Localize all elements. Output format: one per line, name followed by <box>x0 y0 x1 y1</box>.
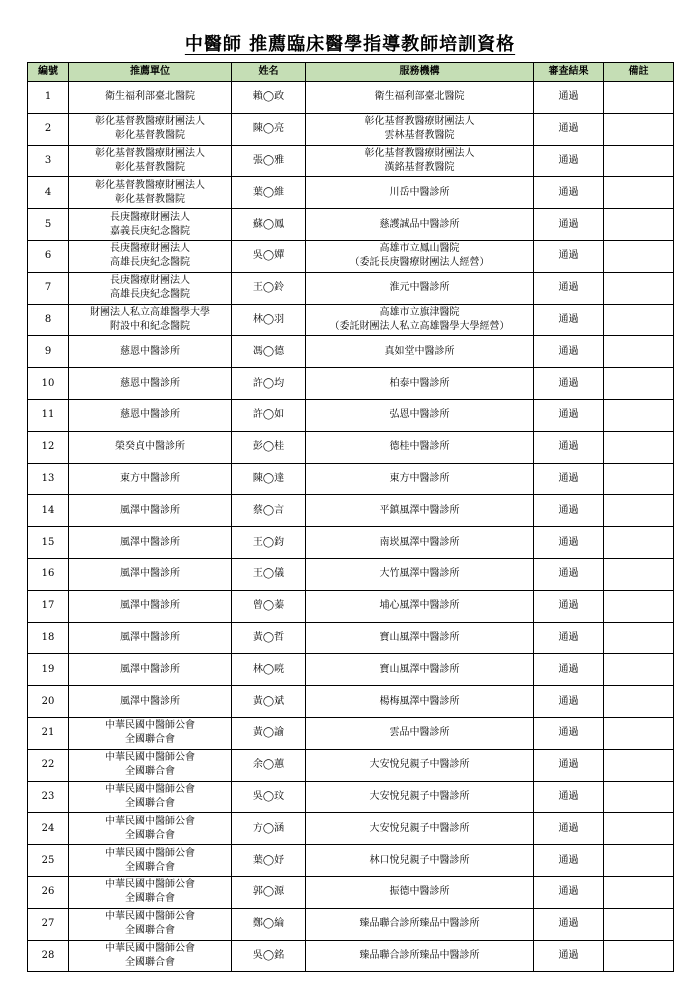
cell-org <box>306 717 534 749</box>
cell-org <box>306 686 534 718</box>
cell-unit <box>69 431 232 463</box>
table-row <box>28 749 674 781</box>
cell-note <box>604 304 674 336</box>
unit-line: 慈恩中醫診所 <box>120 409 180 421</box>
org-line: 東方中醫診所 <box>389 472 450 484</box>
table-body <box>28 82 674 972</box>
cell-unit <box>69 495 232 527</box>
cell-unit <box>69 813 232 845</box>
cell-name: 吳◯銘 <box>232 940 306 972</box>
cell-unit <box>69 781 232 813</box>
cell-name: 賴◯政 <box>232 82 306 114</box>
unit-line: 中華民國中醫師公會 <box>105 847 195 859</box>
cell-name: 曾◯蓁 <box>232 590 306 622</box>
cell-unit <box>69 654 232 686</box>
cell-name: 陳◯亮 <box>232 113 306 145</box>
cell-note <box>604 781 674 813</box>
cell-org <box>306 749 534 781</box>
cell-no: 19 <box>28 654 69 686</box>
cell-unit <box>69 622 232 654</box>
table-row <box>28 717 674 749</box>
cell-name: 許◯如 <box>232 399 306 431</box>
cell-org <box>306 622 534 654</box>
cell-note <box>604 686 674 718</box>
cell-result: 通過 <box>534 908 604 940</box>
table-header <box>28 63 674 82</box>
unit-line: 全國聯合會 <box>125 893 175 905</box>
cell-no: 10 <box>28 368 69 400</box>
unit-line: 中華民國中醫師公會 <box>105 942 195 954</box>
cell-unit <box>69 749 232 781</box>
cell-no: 26 <box>28 876 69 908</box>
unit-line: 風澤中醫診所 <box>120 663 180 675</box>
unit-line: 風澤中醫診所 <box>120 695 180 707</box>
cell-name: 許◯均 <box>232 368 306 400</box>
cell-org <box>306 272 534 304</box>
cell-unit <box>69 399 232 431</box>
cell-name: 蘇◯鳳 <box>232 209 306 241</box>
table-row <box>28 431 674 463</box>
cell-note <box>604 654 674 686</box>
table-row <box>28 209 674 241</box>
org-line: 林口悅兒親子中醫診所 <box>369 854 470 866</box>
table-row <box>28 558 674 590</box>
cell-no: 21 <box>28 717 69 749</box>
cell-no: 12 <box>28 431 69 463</box>
table-row <box>28 527 674 559</box>
unit-line: 全國聯合會 <box>125 797 175 809</box>
unit-line: 全國聯合會 <box>125 861 175 873</box>
cell-no: 18 <box>28 622 69 654</box>
header-org: 服務機構 <box>306 63 534 82</box>
cell-result: 通過 <box>534 558 604 590</box>
unit-line: 彰化基督教醫院 <box>115 193 185 205</box>
cell-note <box>604 463 674 495</box>
table-row <box>28 145 674 177</box>
org-line: 寶山風澤中醫診所 <box>379 663 460 675</box>
org-line: 臻品聯合診所臻品中醫診所 <box>359 949 480 961</box>
unit-line: 嘉義長庚紀念醫院 <box>110 225 190 237</box>
cell-note <box>604 82 674 114</box>
unit-line: 全國聯合會 <box>125 829 175 841</box>
table-row <box>28 686 674 718</box>
cell-name: 林◯喨 <box>232 654 306 686</box>
cell-result: 通過 <box>534 717 604 749</box>
cell-name: 陳◯達 <box>232 463 306 495</box>
org-line: 雲林基督教醫院 <box>384 130 455 142</box>
cell-org <box>306 82 534 114</box>
unit-line: 中華民國中醫師公會 <box>105 752 195 764</box>
cell-unit <box>69 113 232 145</box>
unit-line: 風澤中醫診所 <box>120 504 180 516</box>
cell-unit <box>69 686 232 718</box>
org-line: 楊梅風澤中醫診所 <box>379 695 460 707</box>
cell-org <box>306 558 534 590</box>
cell-unit <box>69 717 232 749</box>
cell-org <box>306 304 534 336</box>
cell-result: 通過 <box>534 686 604 718</box>
org-line: 淮元中醫診所 <box>389 282 450 294</box>
unit-line: 全國聯合會 <box>125 925 175 937</box>
cell-name: 王◯鈞 <box>232 527 306 559</box>
cell-org <box>306 495 534 527</box>
cell-result: 通過 <box>534 272 604 304</box>
cell-org <box>306 177 534 209</box>
org-line: 彰化基督教醫療財團法人 <box>364 147 475 159</box>
cell-note <box>604 431 674 463</box>
org-line: 漢銘基督教醫院 <box>384 161 455 173</box>
cell-name: 黃◯哲 <box>232 622 306 654</box>
cell-unit <box>69 209 232 241</box>
org-line: 南崁風澤中醫診所 <box>379 536 460 548</box>
cell-org <box>306 431 534 463</box>
table-row <box>28 622 674 654</box>
unit-line: 彰化基督教醫療財團法人 <box>95 147 205 159</box>
header-unit: 推薦單位 <box>69 63 232 82</box>
cell-unit <box>69 240 232 272</box>
cell-no: 2 <box>28 113 69 145</box>
cell-org <box>306 527 534 559</box>
org-line: 彰化基督教醫療財團法人 <box>364 116 475 128</box>
header-row <box>28 63 674 82</box>
cell-result: 通過 <box>534 209 604 241</box>
cell-result: 通過 <box>534 431 604 463</box>
cell-no: 20 <box>28 686 69 718</box>
org-line: 高雄市立旗津醫院 <box>379 306 460 318</box>
cell-org <box>306 781 534 813</box>
cell-org <box>306 145 534 177</box>
cell-name: 王◯鈴 <box>232 272 306 304</box>
unit-line: 中華民國中醫師公會 <box>105 720 195 732</box>
cell-result: 通過 <box>534 845 604 877</box>
table-row <box>28 781 674 813</box>
cell-no: 27 <box>28 908 69 940</box>
cell-unit <box>69 272 232 304</box>
table-row <box>28 113 674 145</box>
cell-org <box>306 209 534 241</box>
unit-line: 財團法人私立高雄醫學大學 <box>90 306 210 318</box>
cell-no: 3 <box>28 145 69 177</box>
cell-note <box>604 209 674 241</box>
cell-unit <box>69 940 232 972</box>
table-row <box>28 272 674 304</box>
table-row <box>28 813 674 845</box>
unit-line: 全國聯合會 <box>125 766 175 778</box>
cell-unit <box>69 82 232 114</box>
table-row <box>28 654 674 686</box>
cell-result: 通過 <box>534 940 604 972</box>
cell-note <box>604 908 674 940</box>
cell-result: 通過 <box>534 336 604 368</box>
cell-note <box>604 495 674 527</box>
cell-unit <box>69 145 232 177</box>
unit-line: 慈恩中醫診所 <box>120 345 180 357</box>
cell-no: 13 <box>28 463 69 495</box>
unit-line: 彰化基督教醫療財團法人 <box>95 116 205 128</box>
cell-name: 鄭◯綸 <box>232 908 306 940</box>
header-note: 備註 <box>604 63 674 82</box>
cell-unit <box>69 527 232 559</box>
org-line: 大安悅兒親子中醫診所 <box>369 790 470 802</box>
cell-result: 通過 <box>534 177 604 209</box>
org-line: 衛生福利部臺北醫院 <box>374 91 465 103</box>
cell-unit <box>69 590 232 622</box>
unit-line: 風澤中醫診所 <box>120 600 180 612</box>
unit-line: 長庚醫療財團法人 <box>110 243 190 255</box>
unit-line: 風澤中醫診所 <box>120 568 180 580</box>
cell-name: 馮◯德 <box>232 336 306 368</box>
cell-unit <box>69 908 232 940</box>
cell-no: 6 <box>28 240 69 272</box>
cell-org <box>306 113 534 145</box>
cell-result: 通過 <box>534 876 604 908</box>
cell-org <box>306 908 534 940</box>
cell-name: 吳◯嬋 <box>232 240 306 272</box>
cell-no: 7 <box>28 272 69 304</box>
cell-note <box>604 145 674 177</box>
table-row <box>28 463 674 495</box>
cell-no: 15 <box>28 527 69 559</box>
table-row <box>28 399 674 431</box>
table-row <box>28 82 674 114</box>
cell-name: 方◯涵 <box>232 813 306 845</box>
cell-note <box>604 558 674 590</box>
cell-name: 吳◯玟 <box>232 781 306 813</box>
cell-note <box>604 622 674 654</box>
cell-name: 余◯蕙 <box>232 749 306 781</box>
org-line: 慈護誠品中醫診所 <box>379 218 460 230</box>
org-line: 大竹風澤中醫診所 <box>379 568 460 580</box>
cell-org <box>306 368 534 400</box>
unit-line: 中華民國中醫師公會 <box>105 783 195 795</box>
unit-line: 彰化基督教醫院 <box>115 130 185 142</box>
org-line: 振德中醫診所 <box>389 886 450 898</box>
unit-line: 風澤中醫診所 <box>120 631 180 643</box>
unit-line: 全國聯合會 <box>125 956 175 968</box>
cell-no: 17 <box>28 590 69 622</box>
table-row <box>28 304 674 336</box>
table-row <box>28 336 674 368</box>
unit-line: 彰化基督教醫療財團法人 <box>95 179 205 191</box>
unit-line: 衛生福利部臺北醫院 <box>105 91 195 103</box>
cell-org <box>306 813 534 845</box>
cell-result: 通過 <box>534 590 604 622</box>
cell-note <box>604 940 674 972</box>
cell-result: 通過 <box>534 781 604 813</box>
cell-no: 1 <box>28 82 69 114</box>
table-row <box>28 368 674 400</box>
cell-result: 通過 <box>534 145 604 177</box>
org-line: 寶山風澤中醫診所 <box>379 631 460 643</box>
cell-name: 王◯儀 <box>232 558 306 590</box>
cell-note <box>604 876 674 908</box>
org-line: 德桂中醫診所 <box>389 441 450 453</box>
cell-org <box>306 876 534 908</box>
table-row <box>28 177 674 209</box>
cell-unit <box>69 304 232 336</box>
org-line: 高雄市立鳳山醫院 <box>379 243 460 255</box>
table-row <box>28 940 674 972</box>
cell-note <box>604 590 674 622</box>
cell-result: 通過 <box>534 495 604 527</box>
cell-note <box>604 813 674 845</box>
cell-org <box>306 463 534 495</box>
cell-no: 23 <box>28 781 69 813</box>
unit-line: 長庚醫療財團法人 <box>110 275 190 287</box>
cell-name: 蔡◯言 <box>232 495 306 527</box>
cell-result: 通過 <box>534 749 604 781</box>
cell-name: 葉◯維 <box>232 177 306 209</box>
roster-table <box>27 62 674 972</box>
cell-org <box>306 336 534 368</box>
cell-no: 5 <box>28 209 69 241</box>
cell-name: 葉◯妤 <box>232 845 306 877</box>
cell-result: 通過 <box>534 399 604 431</box>
unit-line: 風澤中醫診所 <box>120 536 180 548</box>
unit-line: 中華民國中醫師公會 <box>105 911 195 923</box>
org-line: 弘恩中醫診所 <box>389 409 450 421</box>
cell-no: 9 <box>28 336 69 368</box>
org-line: 大安悅兒親子中醫診所 <box>369 822 470 834</box>
cell-result: 通過 <box>534 622 604 654</box>
cell-result: 通過 <box>534 240 604 272</box>
cell-note <box>604 113 674 145</box>
cell-name: 黃◯斌 <box>232 686 306 718</box>
cell-note <box>604 177 674 209</box>
unit-line: 全國聯合會 <box>125 734 175 746</box>
org-line: 大安悅兒親子中醫診所 <box>369 759 470 771</box>
cell-note <box>604 399 674 431</box>
org-line: 柏泰中醫診所 <box>389 377 450 389</box>
unit-line: 高雄長庚紀念醫院 <box>110 257 190 269</box>
table-row <box>28 495 674 527</box>
cell-org <box>306 399 534 431</box>
cell-result: 通過 <box>534 527 604 559</box>
cell-org <box>306 590 534 622</box>
unit-line: 附設中和紀念醫院 <box>110 320 190 332</box>
cell-result: 通過 <box>534 368 604 400</box>
cell-no: 24 <box>28 813 69 845</box>
cell-note <box>604 272 674 304</box>
table-row <box>28 590 674 622</box>
org-line: （委託財團法人私立高雄醫學大學經營） <box>329 320 510 332</box>
cell-note <box>604 717 674 749</box>
cell-name: 郭◯源 <box>232 876 306 908</box>
cell-unit <box>69 368 232 400</box>
cell-result: 通過 <box>534 113 604 145</box>
unit-line: 長庚醫療財團法人 <box>110 211 190 223</box>
cell-no: 22 <box>28 749 69 781</box>
cell-unit <box>69 177 232 209</box>
org-line: 埔心風澤中醫診所 <box>379 600 460 612</box>
cell-unit <box>69 336 232 368</box>
cell-result: 通過 <box>534 463 604 495</box>
cell-unit <box>69 463 232 495</box>
unit-line: 高雄長庚紀念醫院 <box>110 289 190 301</box>
cell-name: 張◯雅 <box>232 145 306 177</box>
header-name: 姓名 <box>232 63 306 82</box>
org-line: 川岳中醫診所 <box>389 186 450 198</box>
cell-no: 16 <box>28 558 69 590</box>
cell-result: 通過 <box>534 813 604 845</box>
cell-name: 黃◯諭 <box>232 717 306 749</box>
unit-line: 中華民國中醫師公會 <box>105 815 195 827</box>
cell-no: 14 <box>28 495 69 527</box>
cell-unit <box>69 876 232 908</box>
cell-no: 25 <box>28 845 69 877</box>
cell-org <box>306 240 534 272</box>
org-line: 雲品中醫診所 <box>389 727 450 739</box>
cell-org <box>306 845 534 877</box>
cell-no: 28 <box>28 940 69 972</box>
org-line: 真如堂中醫診所 <box>384 345 455 357</box>
unit-line: 彰化基督教醫院 <box>115 161 185 173</box>
cell-result: 通過 <box>534 304 604 336</box>
cell-unit <box>69 558 232 590</box>
cell-name: 林◯羽 <box>232 304 306 336</box>
cell-name: 彭◯桂 <box>232 431 306 463</box>
cell-no: 11 <box>28 399 69 431</box>
header-no: 編號 <box>28 63 69 82</box>
cell-no: 4 <box>28 177 69 209</box>
cell-note <box>604 368 674 400</box>
unit-line: 榮癸貞中醫診所 <box>115 441 185 453</box>
cell-result: 通過 <box>534 82 604 114</box>
cell-note <box>604 240 674 272</box>
cell-note <box>604 336 674 368</box>
table-row <box>28 876 674 908</box>
page-title <box>0 30 700 56</box>
cell-note <box>604 845 674 877</box>
table-row <box>28 908 674 940</box>
unit-line: 慈恩中醫診所 <box>120 377 180 389</box>
cell-note <box>604 749 674 781</box>
org-line: （委託長庚醫療財團法人經營） <box>349 257 490 269</box>
cell-org <box>306 940 534 972</box>
cell-org <box>306 654 534 686</box>
header-result: 審查結果 <box>534 63 604 82</box>
cell-unit <box>69 845 232 877</box>
cell-result: 通過 <box>534 654 604 686</box>
unit-line: 中華民國中醫師公會 <box>105 879 195 891</box>
page-title-text: 中醫師 推薦臨床醫學指導教師培訓資格 <box>184 34 516 55</box>
unit-line: 東方中醫診所 <box>120 472 180 484</box>
cell-note <box>604 527 674 559</box>
org-line: 臻品聯合診所臻品中醫診所 <box>359 918 480 930</box>
cell-no: 8 <box>28 304 69 336</box>
table-row <box>28 240 674 272</box>
org-line: 平鎮風澤中醫診所 <box>379 504 460 516</box>
table-row <box>28 845 674 877</box>
